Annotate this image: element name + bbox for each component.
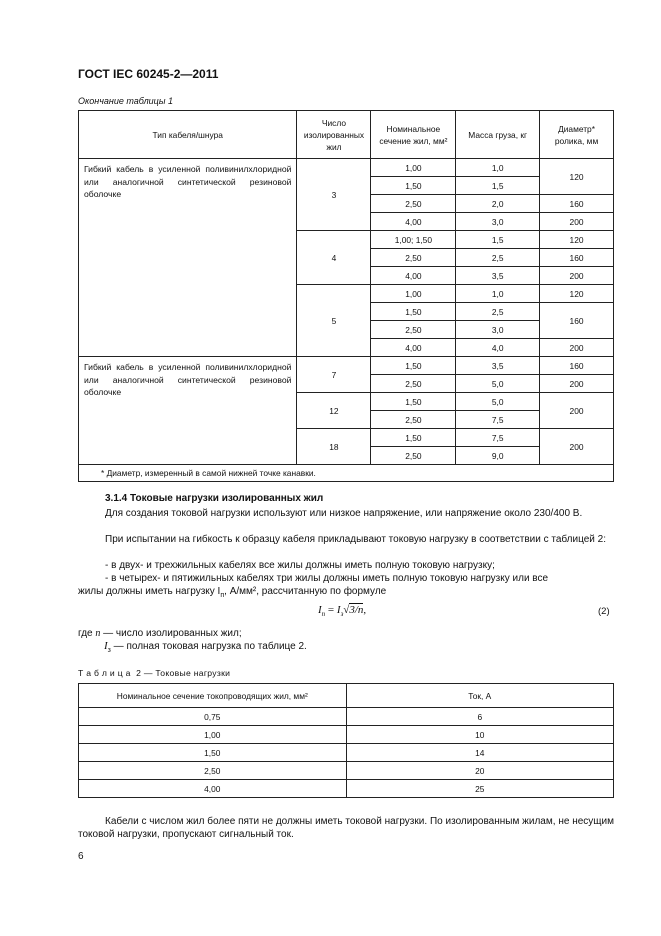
section-cell: 2,50	[371, 249, 456, 267]
where-line	[78, 627, 242, 640]
mass-cell: 7,5	[456, 411, 540, 429]
paragraph: Для создания токовой нагрузки используют или низкое напряжение, или напряжение около 230/400 В.	[105, 508, 583, 519]
section-cell: 1,00	[371, 285, 456, 303]
var-n: n	[95, 628, 101, 639]
section-cell: 2,50	[371, 375, 456, 393]
formula-rhs-sub: з	[340, 610, 344, 619]
formula-lhs: I	[318, 604, 322, 616]
var-i: I	[104, 640, 108, 652]
section-cell: 2,50	[371, 447, 456, 465]
mass-cell: 9,0	[456, 447, 540, 465]
header-current: Ток, А	[346, 684, 613, 708]
section-cell: 4,00	[371, 339, 456, 357]
diameter-cell: 160	[540, 249, 614, 267]
table-row	[79, 762, 614, 780]
section-cell: 1,50	[371, 177, 456, 195]
mass-cell: 5,0	[456, 393, 540, 411]
mass-cell: 1,0	[456, 285, 540, 303]
header-mass: Масса груза, кг	[456, 111, 540, 159]
table1-footnote: * Диаметр, измеренный в самой нижней точке канавки.	[79, 465, 614, 482]
table2-header-row	[79, 684, 614, 708]
mass-cell: 2,0	[456, 195, 540, 213]
header-section: Номинальное сечение токопроводящих жил, мм²	[79, 684, 347, 708]
table-row	[79, 744, 614, 762]
formula-end: ,	[363, 604, 367, 616]
table2-caption: Т а б л и ц а 2 — Токовые нагрузки	[78, 668, 231, 678]
header-section: Номинальное сечение жил, мм²	[371, 111, 456, 159]
diameter-cell: 200	[540, 213, 614, 231]
section-cell: 4,00	[371, 213, 456, 231]
table1-footnote-row	[79, 465, 614, 482]
cable-type-cell: Гибкий кабель в усиленной поливинилхлоридной или аналогичной синтетической резиновой оболочке	[79, 159, 297, 357]
list-item: - в четырех- и пятижильных кабелях три жилы должны иметь полную токовую нагрузку или все	[105, 573, 549, 584]
diameter-cell: 120	[540, 285, 614, 303]
cores-cell: 7	[297, 357, 371, 393]
section-cell: 2,50	[79, 762, 347, 780]
current-cell: 10	[346, 726, 613, 744]
current-cell: 25	[346, 780, 613, 798]
formula-number: (2)	[598, 606, 610, 617]
where-line	[104, 640, 307, 657]
diameter-cell: 160	[540, 195, 614, 213]
mass-cell: 3,5	[456, 357, 540, 375]
table-2	[78, 683, 614, 798]
section-cell: 1,50	[371, 393, 456, 411]
mass-cell: 5,0	[456, 375, 540, 393]
diameter-cell: 120	[540, 159, 614, 195]
header-cores: Число изолированных жил	[297, 111, 371, 159]
text: где	[78, 628, 96, 639]
header-cable-type: Тип кабеля/шнура	[79, 111, 297, 159]
table-row	[79, 708, 614, 726]
formula-eq: =	[325, 604, 337, 616]
table-row	[79, 159, 614, 177]
paragraph: При испытании на гибкость к образцу кабеля прикладывают токовую нагрузку в соответствии с таблицей 2:	[105, 534, 606, 545]
table1-header-row	[79, 111, 614, 159]
final-paragraph: Кабели с числом жил более пяти не должны иметь токовой нагрузки. По изолированным жилам, не несущим токовой нагрузки, пропускают сигнальный ток.	[78, 816, 614, 840]
section-cell: 0,75	[79, 708, 347, 726]
text: жилы должны иметь нагрузку I	[78, 586, 221, 597]
document-header: ГОСТ IEC 60245-2—2011	[78, 67, 219, 81]
section-cell: 1,00; 1,50	[371, 231, 456, 249]
mass-cell: 3,5	[456, 267, 540, 285]
mass-cell: 1,5	[456, 177, 540, 195]
mass-cell: 3,0	[456, 321, 540, 339]
formula-root: 3/n	[349, 604, 364, 616]
section-cell: 1,00	[79, 726, 347, 744]
page-number: 6	[78, 851, 84, 862]
text: — полная токовая нагрузка по таблице 2.	[110, 641, 307, 652]
formula	[318, 604, 366, 618]
diameter-cell: 160	[540, 357, 614, 375]
section-cell: 1,50	[371, 357, 456, 375]
section-cell: 4,00	[79, 780, 347, 798]
text: — число изолированных жил;	[100, 628, 242, 639]
cores-cell: 5	[297, 285, 371, 357]
cable-type-cell: Гибкий кабель в усиленной поливинилхлоридной или аналогичной синтетической резиновой оболочке	[79, 357, 297, 465]
mass-cell: 1,0	[456, 159, 540, 177]
diameter-cell: 200	[540, 267, 614, 285]
section-title: 3.1.4 Токовые нагрузки изолированных жил	[105, 493, 324, 504]
diameter-cell: 200	[540, 429, 614, 465]
table-row	[79, 726, 614, 744]
formula-rhs: I	[336, 604, 341, 616]
current-cell: 6	[346, 708, 613, 726]
current-cell: 20	[346, 762, 613, 780]
text: , А/мм², рассчитанную по формуле	[224, 586, 387, 597]
formula-lhs-sub: п	[321, 610, 326, 619]
section-cell: 2,50	[371, 411, 456, 429]
subscript: з	[107, 647, 111, 654]
table-1	[78, 110, 614, 482]
mass-cell: 1,5	[456, 231, 540, 249]
mass-cell: 7,5	[456, 429, 540, 447]
table-row	[79, 357, 614, 375]
section-cell: 4,00	[371, 267, 456, 285]
cores-cell: 12	[297, 393, 371, 429]
section-cell: 1,50	[371, 429, 456, 447]
header-diameter: Диаметр* ролика, мм	[540, 111, 614, 159]
mass-cell: 4,0	[456, 339, 540, 357]
list-item: - в двух- и трехжильных кабелях все жилы должны иметь полную токовую нагрузку;	[105, 560, 495, 571]
mass-cell: 3,0	[456, 213, 540, 231]
diameter-cell: 200	[540, 393, 614, 429]
sqrt-icon: √	[343, 604, 350, 616]
diameter-cell: 200	[540, 375, 614, 393]
diameter-cell: 120	[540, 231, 614, 249]
section-cell: 1,50	[79, 744, 347, 762]
diameter-cell: 160	[540, 303, 614, 339]
table-row	[79, 780, 614, 798]
subscript: п	[220, 592, 225, 599]
cores-cell: 4	[297, 231, 371, 285]
section-cell: 1,50	[371, 303, 456, 321]
cores-cell: 3	[297, 159, 371, 231]
section-cell: 1,00	[371, 159, 456, 177]
table1-caption: Окончание таблицы 1	[78, 96, 173, 106]
cores-cell: 18	[297, 429, 371, 465]
section-cell: 2,50	[371, 195, 456, 213]
current-cell: 14	[346, 744, 613, 762]
list-item-continuation	[78, 585, 386, 602]
diameter-cell: 200	[540, 339, 614, 357]
mass-cell: 2,5	[456, 303, 540, 321]
section-cell: 2,50	[371, 321, 456, 339]
mass-cell: 2,5	[456, 249, 540, 267]
